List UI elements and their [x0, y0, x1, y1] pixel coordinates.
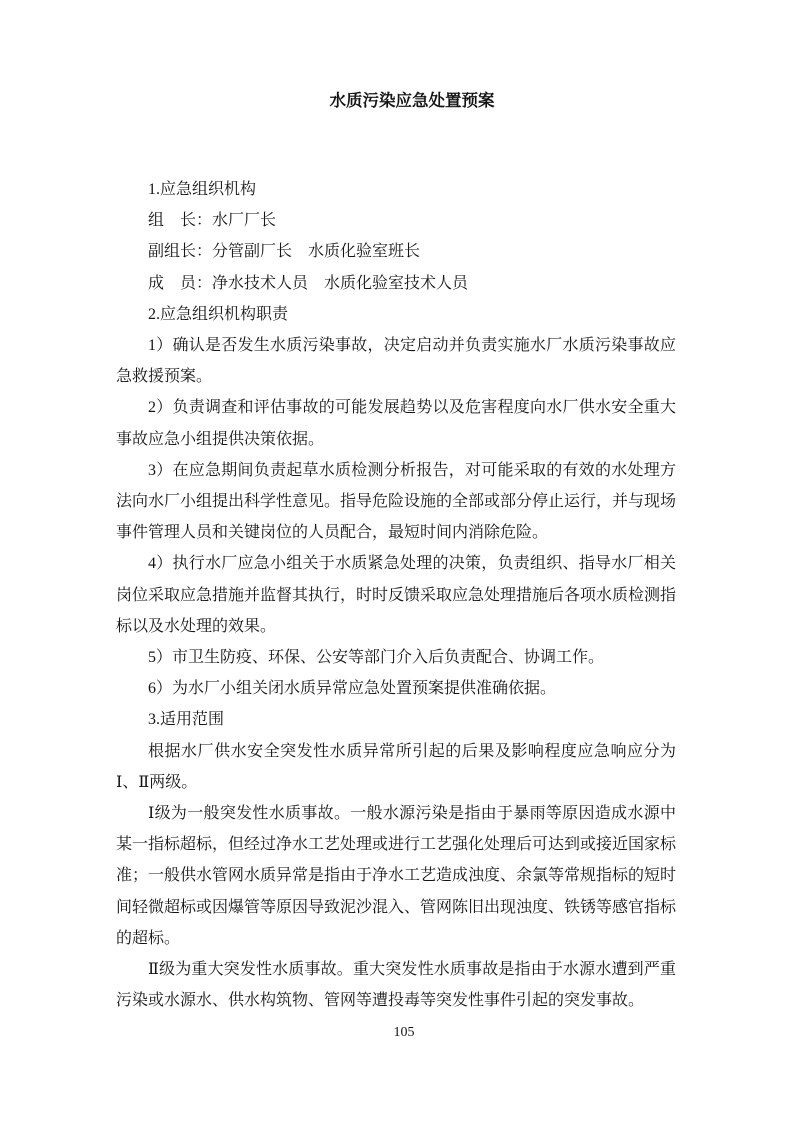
- section-heading-organization-duties: 2.应急组织机构职责: [148, 305, 289, 323]
- org-deputy-leader-line: 副组长：分管副厂长 水质化验室班长: [148, 243, 421, 261]
- duty-item-5: 5）市卫生防疫、环保、公安等部门介入后负责配合、协调工作。: [148, 649, 605, 667]
- level-2-definition-paragraph: Ⅱ级为重大突发性水质事故。重大突发性水质事故是指由于水源水遭到严重污染或水源水、供水构筑物、管网等遭投毒等突发性事件引起的突发事故。: [116, 961, 676, 1010]
- duty-item-2: 2）负责调查和评估事故的可能发展趋势以及危害程度向水厂供水安全重大事故应急小组提供决策依据。: [116, 399, 676, 448]
- document-title: 水质污染应急处置预案: [329, 91, 495, 110]
- org-leader-line: 组 长：水厂厂长: [148, 212, 277, 230]
- page-number: 105: [393, 1025, 415, 1040]
- duty-item-4: 4）执行水厂应急小组关于水质紧急处理的决策，负责组织、指导水厂相关岗位采取应急措施并监督其执行，时时反馈采取应急处理措施后各项水质检测指标以及水处理的效果。: [116, 555, 677, 635]
- scope-intro-paragraph: 根据水厂供水安全突发性水质异常所引起的后果及影响程度应急响应分为Ⅰ、Ⅱ两级。: [116, 742, 676, 791]
- document-body: [116, 174, 676, 1016]
- org-members-line: 成 员：净水技术人员 水质化验室技术人员: [148, 274, 469, 292]
- duty-item-3: 3）在应急期间负责起草水质检测分析报告，对可能采取的有效的水处理方法向水厂小组提出科学性意见。指导危险设施的全部或部分停止运行，并与现场事件管理人员和关键岗位的人员配合，最短时间内消除危险。: [116, 461, 677, 542]
- duty-item-1: 1）确认是否发生水质污染事故，决定启动并负责实施水厂水质污染事故应急救援预案。: [116, 337, 676, 386]
- section-heading-scope: 3.适用范围: [148, 711, 225, 729]
- section-heading-emergency-organization: 1.应急组织机构: [148, 181, 257, 198]
- level-1-definition-paragraph: Ⅰ级为一般突发性水质事故。一般水源污染是指由于暴雨等原因造成水源中某一指标超标，但经过净水工艺处理或进行工艺强化处理后可达到或接近国家标准；一般供水管网水质异常是指由于净水工艺造成浊度、余氯等常规指标的短时间轻微超标或因爆管等原因导致泥沙混入、管网陈旧出现浊度、铁锈等感官指标的超标。: [116, 805, 677, 947]
- duty-item-6: 6）为水厂小组关闭水质异常应急处置预案提供准确依据。: [148, 680, 557, 698]
